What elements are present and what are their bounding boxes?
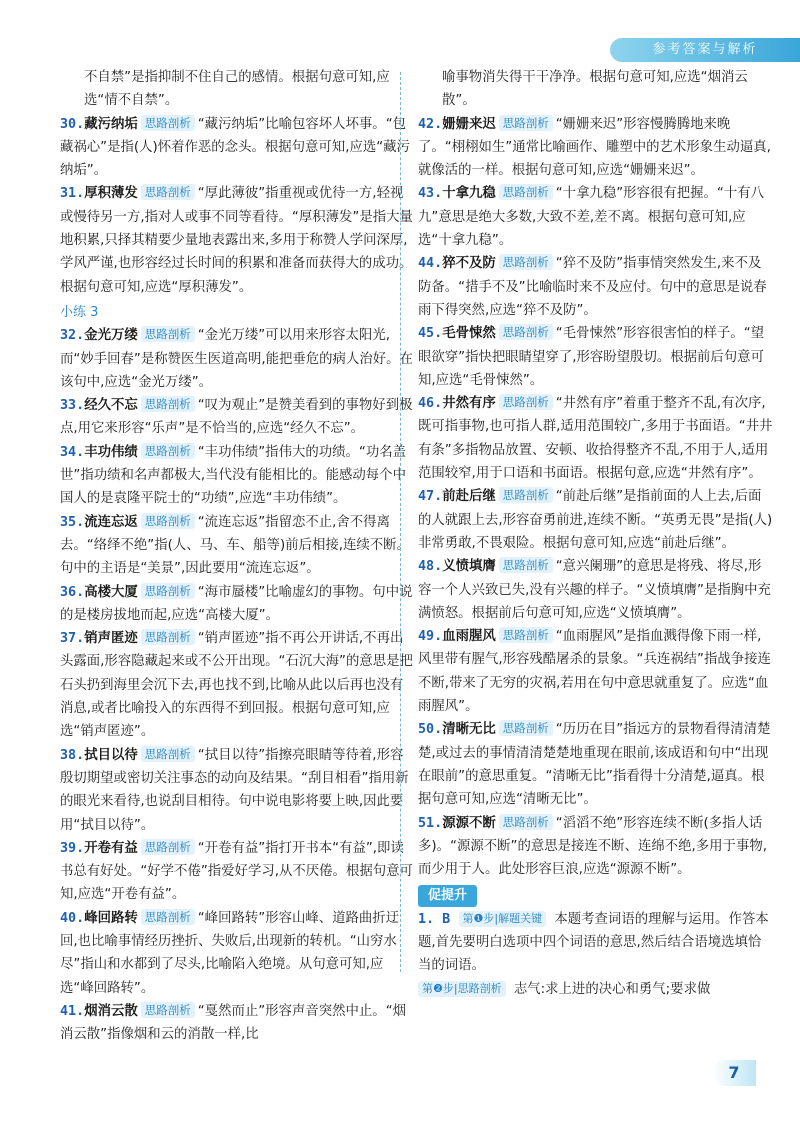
answer-entry bbox=[418, 908, 774, 978]
entry-text: “峰回路转”形容山峰、道路曲折迂回,也比喻事情经历挫折、失败后,出现新的转机。“山穷水尽”指山和水都到了尽头,比喻陷入绝境。从句意可知,应选“峰回路转”。 bbox=[60, 910, 400, 996]
analysis-tag: 思路剖析 bbox=[141, 513, 195, 529]
answer-entry bbox=[418, 718, 774, 811]
entry-answer-word: 丰功伟绩 bbox=[84, 444, 138, 460]
answer-entry bbox=[60, 581, 416, 628]
entry-text: “开卷有益”指打开书本“有益”,即读书总有好处。“好学不倦”指爱好学习,从不厌倦。根据句意可知,应选“开卷有益”。 bbox=[60, 840, 413, 903]
analysis-tag: 思路剖析 bbox=[499, 557, 553, 573]
answer-entry bbox=[418, 625, 774, 718]
entry-answer-word: 销声匿迹 bbox=[84, 631, 138, 647]
entry-answer-word: 厚积薄发 bbox=[84, 186, 138, 202]
entry-number: 45. bbox=[418, 326, 443, 342]
answer-entry bbox=[418, 182, 774, 252]
entry-answer-word: 前赴后继 bbox=[442, 489, 496, 505]
answer-entry bbox=[418, 252, 774, 322]
entry-number: 36. bbox=[60, 584, 85, 600]
answer-entry bbox=[60, 441, 416, 511]
promo-section bbox=[418, 881, 774, 1000]
entry-text: “销声匿迹”指不再公开讲话,不再出头露面,形容隐藏起来或不公开出现。“石沉大海”的意思是把石头扔到海里会沉下去,再也找不到,比喻从此以后再也没有消息,或者比喻投入的东西得不到回报。根据句意可知,应选“销声匿迹”。 bbox=[60, 631, 413, 740]
entry-text: 不自禁”是指抑制不住自己的感情。根据句意可知,应选“情不自禁”。 bbox=[84, 70, 390, 109]
answer-entry bbox=[60, 837, 416, 907]
answer-entry bbox=[60, 182, 416, 298]
entry-answer-word: 拭目以待 bbox=[84, 747, 138, 763]
answer-entry bbox=[418, 485, 774, 555]
analysis-tag: 思路剖析 bbox=[499, 324, 553, 340]
entry-text: “十拿九稳”形容很有把握。“十有八九”意思是绝大多数,大致不差,差不离。根据句意可知,应选“十拿九稳”。 bbox=[418, 186, 765, 249]
entry-number: 34. bbox=[60, 444, 85, 460]
entry-answer-word: 清晰无比 bbox=[442, 722, 496, 738]
entry-number: 30. bbox=[60, 116, 85, 132]
entry-answer-word: 姗姗来迟 bbox=[442, 116, 496, 132]
entry-text: “金光万缕”可以用来形容太阳光,而“妙手回春”是称赞医生医道高明,能把垂危的病人治好。在该句中,应选“金光万缕”。 bbox=[60, 328, 413, 390]
entry-number: 48. bbox=[418, 559, 443, 575]
analysis-tag: 思路剖析 bbox=[141, 839, 195, 855]
answer-entry bbox=[418, 66, 774, 113]
entry-text: “厚此薄彼”指重视或优待一方,轻视或慢待另一方,指对人或事不同等看待。“厚积薄发”是指大量地积累,只择其精要少量地表露出来,多用于称赞人学问深厚,学风严谨,也形容经过长时间的积累和准备而获得大的成功。根据句意可知,应选“厚积薄发”。 bbox=[60, 186, 413, 295]
answer-step-2 bbox=[418, 978, 774, 1001]
entry-text: “姗姗来迟”形容慢腾腾地来晚了。“栩栩如生”通常比喻画作、雕塑中的艺术形象生动逼真,就像活的一样。根据句意可知,应选“姗姗来迟”。 bbox=[418, 116, 771, 179]
analysis-tag: 思路剖析 bbox=[141, 746, 195, 762]
answer-entry bbox=[418, 113, 774, 183]
entry-number: 39. bbox=[60, 840, 85, 856]
analysis-tag: 思路剖析 bbox=[499, 394, 553, 410]
left-column bbox=[60, 66, 416, 1046]
entry-number: 47. bbox=[418, 489, 443, 505]
answer-entry bbox=[418, 392, 774, 485]
analysis-tag: 思路剖析 bbox=[141, 184, 195, 200]
entry-text: “流连忘返”指留恋不止,舍不得离去。“络绎不绝”指(人、马、车、船等)前后相接,连续不断。句中的主语是“美景”,因此要用“流连忘返”。 bbox=[60, 514, 410, 577]
entry-number: 46. bbox=[418, 396, 443, 412]
entry-answer-word: 峰回路转 bbox=[84, 910, 138, 926]
step-1-text: 本题考查词语的理解与运用。作答本题,首先要明白选项中四个词语的意思,然后结合语境选填恰当的词语。 bbox=[418, 911, 769, 974]
answer-entry bbox=[418, 322, 774, 392]
answer-entry bbox=[60, 627, 416, 743]
entry-answer-word: 高楼大厦 bbox=[84, 584, 138, 600]
entry-number: 42. bbox=[418, 116, 443, 132]
entry-number: 38. bbox=[60, 747, 85, 763]
page-number: 7 bbox=[712, 1060, 756, 1086]
analysis-tag: 思路剖析 bbox=[499, 720, 553, 736]
entry-answer-word: 义愤填膺 bbox=[442, 559, 496, 575]
entry-text: “叹为观止”是赞美看到的事物好到极点,用它来形容“乐声”是不恰当的,应选“经久不忘”。 bbox=[60, 398, 413, 437]
entry-number: 44. bbox=[418, 256, 443, 272]
analysis-tag: 思路剖析 bbox=[141, 115, 195, 131]
analysis-tag: 思路剖析 bbox=[141, 583, 195, 599]
entry-answer-word: 经久不忘 bbox=[84, 398, 138, 414]
entry-number: 37. bbox=[60, 631, 85, 647]
promo-label: 促提升 bbox=[418, 885, 477, 907]
entry-text: “前赴后继”是指前面的人上去,后面的人就跟上去,形容奋勇前进,连续不断。“英勇无畏”是指(人)非常勇敢,不畏艰险。根据句意可知,应选“前赴后继”。 bbox=[418, 489, 773, 551]
entry-answer-word: 血雨腥风 bbox=[442, 629, 496, 645]
analysis-tag: 思路剖析 bbox=[141, 909, 195, 925]
entry-answer-word: 开卷有益 bbox=[84, 840, 138, 856]
entry-text: “海市蜃楼”比喻虚幻的事物。句中说的是楼房拔地而起,应选“高楼大厦”。 bbox=[60, 584, 413, 623]
section-header-tag: 参考答案与解析 bbox=[610, 38, 800, 62]
entry-answer-word: 毛骨悚然 bbox=[442, 326, 496, 342]
analysis-tag: 思路剖析 bbox=[499, 627, 553, 643]
analysis-tag: 思路剖析 bbox=[499, 254, 553, 270]
entry-text: “意兴阑珊”的意思是将残、将尽,形容一个人兴致已失,没有兴趣的样子。“义愤填膺”是指胸中充满愤怒。根据前后句意可知,应选“义愤填膺”。 bbox=[418, 559, 771, 621]
entry-number: 31. bbox=[60, 186, 85, 202]
analysis-tag: 思路剖析 bbox=[499, 115, 553, 131]
entry-text: 喻事物消失得干干净净。根据句意可知,应选“烟消云散”。 bbox=[442, 70, 748, 109]
entry-text: “拭目以待”指擦亮眼睛等待着,形容殷切期望或密切关注事态的动向及结果。“刮目相看”指用新的眼光来看待,也说刮目相待。句中说电影将要上映,因此要用“拭目以待”。 bbox=[60, 747, 409, 833]
entry-number: 41. bbox=[60, 1003, 85, 1019]
entry-answer-word: 源源不断 bbox=[442, 815, 496, 831]
answer-entry bbox=[60, 907, 416, 1000]
entry-text: “丰功伟绩”指伟大的功绩。“功名盖世”指功绩和名声都极大,当代没有能相比的。能感动每个中国人的是袁隆平院士的“功绩”,应选“丰功伟绩”。 bbox=[60, 444, 407, 507]
column-divider bbox=[400, 72, 401, 972]
entry-answer-word: 藏污纳垢 bbox=[84, 116, 138, 132]
entry-text: “血雨腥风”是指血溅得像下雨一样,风里带有腥气,形容残酷屠杀的景象。“兵连祸结”指战争接连不断,带来了无穷的灾祸,若用在句中意思就重复了。应选“血雨腥风”。 bbox=[418, 629, 771, 715]
entry-number: 33. bbox=[60, 398, 85, 414]
analysis-tag: 思路剖析 bbox=[141, 396, 195, 412]
step-2-badge: 第❷步|思路剖析 bbox=[418, 981, 506, 997]
entry-answer-word: 流连忘返 bbox=[84, 514, 138, 530]
analysis-tag: 思路剖析 bbox=[141, 443, 195, 459]
entry-text: “毛骨悚然”形容很害怕的样子。“望眼欲穿”指快把眼睛望穿了,形容盼望殷切。根据前后句意可知,应选“毛骨悚然”。 bbox=[418, 326, 765, 388]
entry-text: “藏污纳垢”比喻包容坏人坏事。“包藏祸心”是指(人)怀着作恶的念头。根据句意可知,应选“藏污纳垢”。 bbox=[60, 116, 410, 179]
entry-answer-word: 猝不及防 bbox=[442, 256, 496, 272]
answer-entry bbox=[60, 394, 416, 441]
entry-number: 51. bbox=[418, 815, 443, 831]
entry-text: “戛然而止”形容声音突然中止。“烟消云散”指像烟和云的消散一样,比 bbox=[60, 1003, 407, 1043]
step-2-text: 志气:求上进的决心和勇气;要求做 bbox=[513, 981, 711, 997]
entry-text: “井然有序”着重于整齐不乱,有次序,既可指事物,也可指人群,适用范围较广,多用于书面语。“井井有条”多指物品放置、安顿、收拾得整齐不乱,不用于人,适用范围较窄,用于口语和书面语。根据句意,应选“井然有序”。 bbox=[418, 396, 773, 482]
entry-number: 32. bbox=[60, 328, 85, 344]
entry-answer-word: 十拿九稳 bbox=[442, 186, 496, 202]
analysis-tag: 思路剖析 bbox=[499, 814, 553, 830]
answer-entry bbox=[60, 511, 416, 581]
entry-number: 49. bbox=[418, 629, 443, 645]
analysis-tag: 思路剖析 bbox=[499, 184, 553, 200]
analysis-tag: 思路剖析 bbox=[499, 487, 553, 503]
answer-entry bbox=[418, 812, 774, 882]
answer-entry bbox=[60, 324, 416, 394]
answer-entry bbox=[418, 555, 774, 625]
entry-answer-word: 金光万缕 bbox=[84, 328, 138, 344]
entry-number: 43. bbox=[418, 186, 443, 202]
analysis-tag: 思路剖析 bbox=[141, 629, 195, 645]
right-column bbox=[418, 66, 774, 1001]
entry-text: “滔滔不绝”形容连续不断(多指人话多)。“源源不断”的意思是接连不断、连绵不绝,多用于事物,而少用于人。此处形容巨浪,应选“源源不断”。 bbox=[418, 815, 767, 878]
step-1-badge: 第❶步|解题关键 bbox=[459, 911, 547, 927]
entry-number: 50. bbox=[418, 722, 443, 738]
entry-text: “猝不及防”指事情突然发生,来不及防备。“措手不及”比喻临时来不及应付。句中的意思是说春雨下得突然,应选“猝不及防”。 bbox=[418, 256, 767, 318]
entry-number: 40. bbox=[60, 910, 85, 926]
analysis-tag: 思路剖析 bbox=[141, 326, 195, 342]
entry-answer-word: 井然有序 bbox=[442, 396, 496, 412]
section-label: 小练 3 bbox=[60, 304, 99, 320]
answer-entry bbox=[60, 744, 416, 837]
entry-number: 35. bbox=[60, 514, 85, 530]
answer-entry bbox=[60, 1000, 416, 1047]
entry-answer-word: 烟消云散 bbox=[84, 1003, 138, 1019]
entry-text: “历历在目”指远方的景物看得清清楚楚,或过去的事情清清楚楚地重现在眼前,该成语和句中“出现在眼前”的意思重复。“清晰无比”指看得十分清楚,逼真。根据句意可知,应选“清晰无比”。 bbox=[418, 722, 771, 808]
analysis-tag: 思路剖析 bbox=[141, 1002, 195, 1018]
answer-number: 1. B bbox=[418, 911, 451, 927]
answer-entry bbox=[60, 113, 416, 183]
answer-entry bbox=[60, 66, 416, 113]
